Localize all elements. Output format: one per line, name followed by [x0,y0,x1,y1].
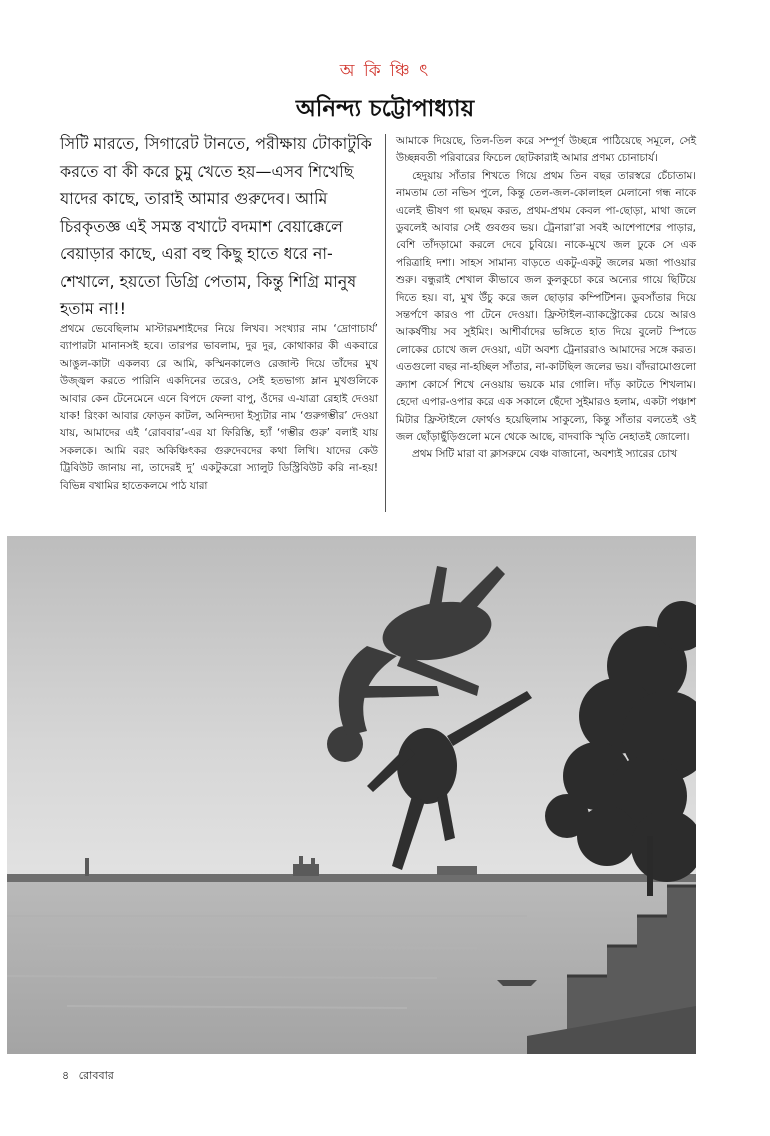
right-paragraph-3: প্রথম সিটি মারা বা ক্লাসরুমে বেঞ্চ বাজানো, অবশ্যই স্যারের চোখ [412,448,678,461]
right-column-text [396,133,696,464]
magazine-name: রোববার [78,1069,114,1082]
left-column-text: প্রথমে ভেবেছিলাম মাস্টারমশাইদের নিয়ে লিখব। সংখ্যার নাম ‘দ্রোণাচার্য’ ব্যাপারটা মানানসই হবে। তারপর ভাবলাম, দুর দুর, কোথাকার কী একবারে আঙুল-কাটা একলব্য রে আমি, কস্মিনকালেও রেজাল্ট দিয়ে তাঁদের মুখ উজ্জ্বল করতে পারিনি একদিনের তরেও, সেই হতভাগ্য ম্লান মুখগুলিকে আবার কেন টেনেমেনে এনে বিপদে ফেলা বাপু, ওঁদের এ-যাত্রা রেহাই দেওয়া যাক! রিংকা আবার ফোড়ন কাটল, অনিন্দ্যদা ইস্যুটার নাম ‘গুরুগম্ভীর’ দেওয়া যায়, আমাদের এই ‘রোববার’-এর যা ফিরিস্তি, হ্যাঁ ‘গম্ভীর গুরু’ বলাই যায় সকলকে। আমি বরং অকিঞ্চিৎকর গুরুদেবদের কথা লিখি। যাদের কেউ ট্রিবিউট জানায় না, তাদেরই দু’ একটুকরো স্যালুট ডিস্ট্রিবিউট করি না-হয়! বিভিন্ন বখামির হাতেকলমে পাঠ যারা [60,323,378,492]
author-name: অনিন্দ্য চট্টোপাধ্যায় [295,95,475,122]
right-paragraph-2: হেদুয়ায় সাঁতার শিখতে গিয়ে প্রথম তিন বছর তারস্বরে চেঁচাতাম। নামতাম তো নভিস পুলে, কিন্তু তেল-জল-কোলাহল মেলানো গন্ধ নাকে এলেই ভীষণ গা ছমছম করত, প্রথম-প্রথম কেবল পা-ছোড়া, মাথা জলে ডুবলেই আবার সেই গুবগুব ভয়। ট্রেনারা’রা সবই আশেপাশের পাড়ার, বেশি তাঁদড়ামো করলে দেবে চুবিয়ে। নাকে-মুখে জল ঢুকে সে এক পরিত্রাহি দশা। সাহস সামান্য বাড়তে একটু-একটু জলের মজা পাওয়ার শুরু। বন্ধুরাই শেখাল কীভাবে জল কুলকুচো করে অন্যের গায়ে ছিটিয়ে দিতে হয়। বা, মুখ উঁচু করে জল ছোড়ার কম্পিটিশন। ডুবসাঁতার দিয়ে সন্তর্পণে কারও পা টেনে দেওয়া। ফ্রিস্টাইল-ব্যাকস্ট্রোকের চেয়ে আরও আকর্ষণীয় সব সুইমিং। আশীর্বাদের ভঙ্গিতে হাত দিয়ে বুলেট স্পিডে লোকের চোখে জল দেওয়া, এটা অবশ্য ট্রেনাররাও আমাদের সঙ্গে করত। এতগুলো বছর না-হচ্ছিল সাঁতার, না-কাটছিল জলের ভয়। বাঁদরামোগুলো ক্র্যাশ কোর্সে শিখে নেওয়ায় ভয়কে মার গোলি। দাঁড় কাটতে শিখলাম। হেদো এপার-ওপার করে এক সকালে ছেঁদো সুইমারও হলাম, একটা পঞ্চাশ মিটার ফ্রিস্টাইলে ফোর্থও হয়েছিলাম সাকুল্যে, কিন্তু সাঁতার বলতেই ওই জল ছোঁড়াছুঁড়িগুলো মনে থেকে আছে, বাদবাকি স্মৃতি নেহাতই জোলো। [396,169,696,443]
page-number: ৪ [62,1069,70,1082]
section-label: অ কি ঞ্চি ৎ [339,61,431,81]
column-divider [385,134,386,512]
right-paragraph-1: আমাকে দিয়েছে, তিল-তিল করে সম্পূর্ণ উচ্ছন্নে পাঠিয়েছে সমূলে, সেই উচ্ছন্নবতী পরিবারের ফিচেল ছোটকারাই আমার প্রণম্য চোনাচার্য। [396,135,696,165]
photo-boys-diving-river [7,536,696,1054]
page-footer [62,1067,120,1086]
pull-quote: সিটি মারতে, সিগারেট টানতে, পরীক্ষায় টোকাটুকি করতে বা কী করে চুমু খেতে হয়—এসব শিখেছি যাদের কাছে, তারাই আমার গুরুদেব। আমি চিরকৃতজ্ঞ এই সমস্ত বখাটে বদমাশ বেয়াক্কেলে বেয়াড়ার কাছে, এরা বহু কিছু হাতে ধরে না-শেখালে, হয়তো ডিগ্রি পেতাম, কিন্তু শিগ্রি মানুষ হতাম না!! [60,134,372,318]
